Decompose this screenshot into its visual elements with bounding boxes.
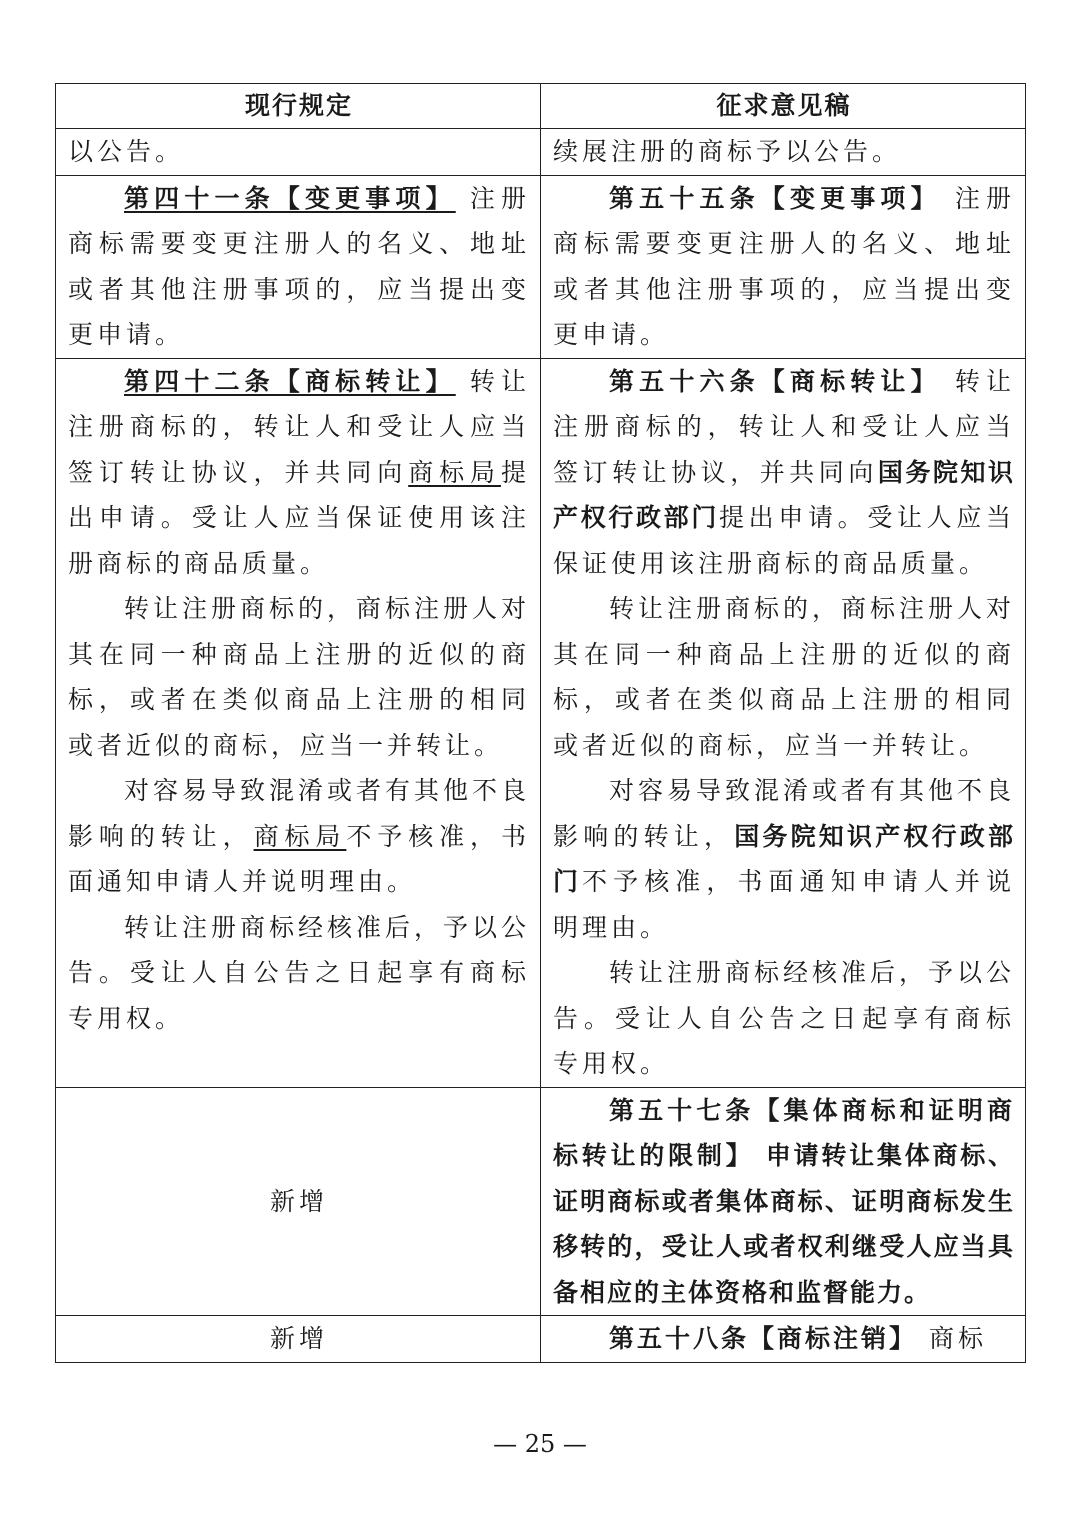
- cell-draft: [541, 1087, 1026, 1316]
- header-draft: 征求意见稿: [541, 84, 1026, 129]
- article-paragraph: [553, 359, 1015, 587]
- article-text: 转让注册商标的，转让人和受让人应当签订转让协议，并共同向: [68, 366, 530, 487]
- article-title: 第五十七条【集体商标和证明商标转让的限制】: [553, 1095, 1015, 1170]
- article-title: 第四十二条【商标转让】: [124, 366, 456, 396]
- cell-current: [56, 358, 541, 1087]
- header-row: [56, 84, 1026, 129]
- cell-current: [56, 175, 541, 358]
- bold-term: 国务院知识产权行政部门: [553, 457, 1015, 532]
- article-text: 转让注册商标的，转让人和受让人应当签订转让协议，并共同向: [553, 366, 1015, 487]
- table-row: [56, 1087, 1026, 1316]
- bold-term: 国务院知识产权行政部门: [553, 821, 1015, 896]
- table-row: [56, 1316, 1026, 1363]
- cell-draft: [541, 1316, 1026, 1363]
- article-text: 申请转让集体商标、证明商标或者集体商标、证明商标发生移转的，受让人或者权利继受人应当具备相应的主体资格和监督能力。: [553, 1141, 1015, 1307]
- cell-current-new: 新增: [56, 1316, 541, 1363]
- article-paragraph: 转让注册商标的，商标注册人对其在同一种商品上注册的近似的商标，或者在类似商品上注册的相同或者近似的商标，应当一并转让。: [68, 594, 531, 760]
- article-paragraph: [553, 1088, 1015, 1316]
- cell-text: 续展注册的商标予以公告。: [553, 137, 902, 166]
- table-row: [56, 175, 1026, 358]
- header-current-rules: 现行规定: [56, 84, 541, 129]
- article-text: 对容易导致混淆或者有其他不良影响的转让，: [553, 776, 1016, 851]
- cell-current-new: 新增: [56, 1087, 541, 1316]
- article-text: 注册商标需要变更注册人的名义、地址或者其他注册事项的，应当提出变更申请。: [553, 183, 1015, 349]
- article-paragraph: [68, 176, 530, 358]
- comparison-table: [55, 83, 1026, 1363]
- article-paragraph: [553, 768, 1015, 950]
- cell-draft: [541, 358, 1026, 1087]
- underlined-term: 商标局: [408, 457, 501, 487]
- article-paragraph: [68, 768, 530, 905]
- article-title: 第四十一条【变更事项】: [124, 183, 456, 213]
- article-text: 不予核准，书面通知申请人并说明理由。: [68, 821, 530, 896]
- article-text: 不予核准，书面通知申请人并说明理由。: [553, 867, 1015, 942]
- article-paragraph: [553, 176, 1015, 358]
- cell-current: [56, 129, 541, 176]
- table-row: [56, 129, 1026, 176]
- article-paragraph: [553, 1316, 1015, 1362]
- article-paragraph: [68, 359, 530, 587]
- table-row: [56, 358, 1026, 1087]
- article-paragraph: 转让注册商标经核准后，予以公告。受让人自公告之日起享有商标专用权。: [553, 958, 1016, 1078]
- page-number: — 25 —: [493, 1430, 587, 1458]
- article-title: 第五十六条【商标转让】: [609, 366, 941, 396]
- article-text: 注册商标需要变更注册人的名义、地址或者其他注册事项的，应当提出变更申请。: [68, 183, 530, 349]
- cell-text: 以公告。: [68, 137, 185, 166]
- article-title: 第五十八条【商标注销】: [609, 1324, 918, 1353]
- cell-draft: [541, 129, 1026, 176]
- article-paragraph: 转让注册商标的，商标注册人对其在同一种商品上注册的近似的商标，或者在类似商品上注册的相同或者近似的商标，应当一并转让。: [553, 594, 1016, 760]
- article-paragraph: 转让注册商标经核准后，予以公告。受让人自公告之日起享有商标专用权。: [68, 912, 531, 1033]
- article-text: 提出申请。受让人应当保证使用该注册商标的商品质量。: [68, 457, 530, 578]
- article-text: 对容易导致混淆或者有其他不良影响的转让，: [68, 776, 531, 851]
- article-text: 商标: [917, 1324, 987, 1353]
- article-text: 提出申请。受让人应当保证使用该注册商标的商品质量。: [553, 503, 1015, 578]
- underlined-term: 商标局: [253, 821, 347, 851]
- cell-draft: [541, 175, 1026, 358]
- article-title: 第五十五条【变更事项】: [609, 183, 941, 213]
